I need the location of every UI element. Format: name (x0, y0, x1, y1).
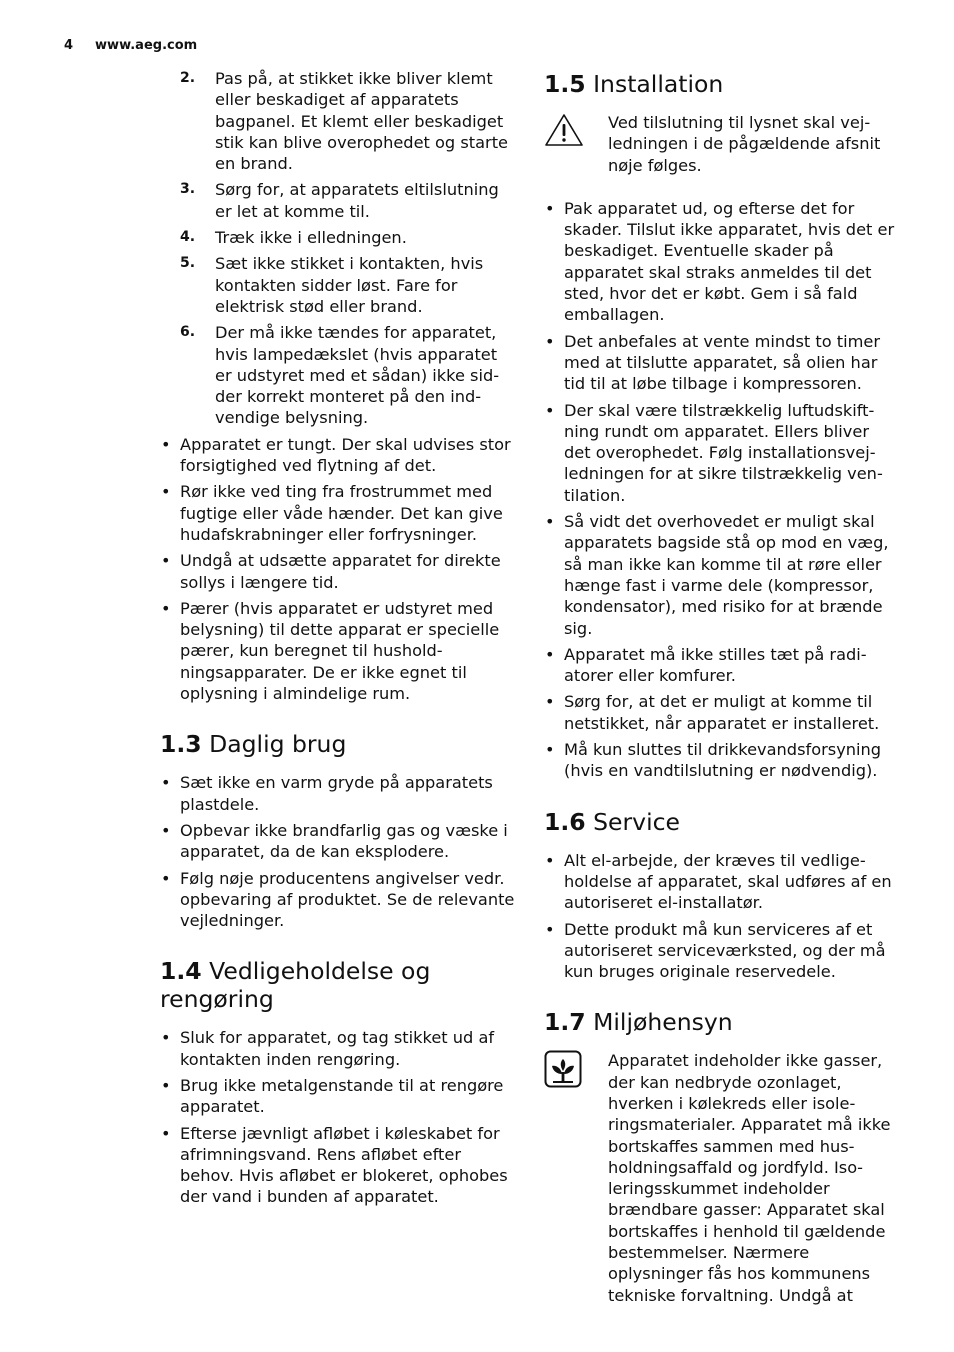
warning-triangle-icon (544, 112, 586, 176)
list-item (180, 68, 516, 174)
section-title: Vedligeholdelse og rengøring (160, 957, 431, 1014)
right-column (544, 68, 900, 1328)
section-number: 1.6 (544, 807, 586, 836)
list-item: • Brug ikke metalgenstande til at rengøre apparatet. (160, 1075, 516, 1118)
item-number: 2. (180, 70, 196, 86)
page-number: 4 (64, 38, 74, 53)
eco-notice (544, 1050, 900, 1306)
bullet-list (160, 772, 516, 931)
page-header (64, 38, 197, 53)
list-item: • Alt el-arbejde, der kræves til vedligeholdelse af apparatet, skal udføres af en autoriseret el-installatør. (544, 850, 900, 914)
item-text: Pas på, at stikket ikke bliver klemt eller beskadiget af apparatets bagpanel. Et klemt eller beskadiget stik kan blive overophedet og starte en brand. (215, 69, 509, 174)
list-item: • Sæt ikke en varm gryde på apparatets plastdele. (160, 772, 516, 815)
eco-text: Apparatet indeholder ikke gasser, der kan nedbryde ozonlaget, hverken i kølekreds eller isoleringsmaterialer. Apparatet må ikke bortskaffes sammen med husholdningsaffald og jordfyld. Isoleringsskummet indeholder brændbare gasser: Apparatet skal bortskaffes i henhold til gældende bestemmelser. Nærmere oplysninger fås hos kommunens tekniske forvaltning. Undgå at (608, 1051, 891, 1305)
list-item: • Pærer (hvis apparatet er udstyret med belysning) til dette apparat er specielle pærer, kun beregnet til husholdningsapparater. De er ikke egnet til oplysning i almindelige rum. (160, 598, 516, 704)
section-number: 1.4 (160, 957, 202, 986)
item-number: 6. (180, 324, 196, 341)
section-number: 1.3 (160, 730, 202, 759)
bullet-list (160, 1027, 516, 1207)
header-url[interactable]: www.aeg.com (95, 38, 198, 53)
list-item (180, 227, 516, 248)
list-item (180, 322, 516, 428)
list-item: • Dette produkt må kun serviceres af et autoriseret serviceværksted, og der må kun bruges originale reservedele. (544, 919, 900, 983)
list-item: • Apparatet er tungt. Der skal udvises stor forsigtighed ved flytning af det. (160, 434, 516, 477)
list-item: • Apparatet må ikke stilles tæt på radiatorer eller komfurer. (544, 644, 900, 687)
warning-notice (544, 112, 900, 176)
section-heading-1-3 (160, 730, 516, 758)
item-number: 5. (180, 255, 196, 272)
left-column (160, 68, 516, 1213)
bullet-list (544, 850, 900, 983)
list-item (180, 179, 516, 222)
list-item: • Opbevar ikke brandfarlig gas og væske i apparatet, da de kan eksplodere. (160, 820, 516, 863)
bullet-list (160, 434, 516, 705)
list-item: • Følg nøje producentens angivelser vedr. opbevaring af produktet. Se de relevante vejledninger. (160, 868, 516, 932)
list-item (180, 253, 516, 317)
eco-plant-icon (544, 1050, 586, 1306)
section-heading-1-7 (544, 1008, 900, 1036)
section-title: Daglig brug (209, 730, 347, 759)
list-item: • Sluk for apparatet, og tag stikket ud af kontakten inden rengøring. (160, 1027, 516, 1070)
item-number: 4. (180, 229, 196, 246)
list-item: • Rør ikke ved ting fra frostrummet med fugtige eller våde hænder. Det kan give hudafskrabninger eller forfrysninger. (160, 481, 516, 545)
list-item: • Undgå at udsætte apparatet for direkte sollys i længere tid. (160, 550, 516, 593)
list-item: • Sørg for, at det er muligt at komme til netstikket, når apparatet er installeret. (544, 691, 900, 734)
warning-text: Ved tilslutning til lysnet skal vejledningen i de pågældende afsnit nøje følges. (608, 113, 881, 175)
list-item: • Efterse jævnligt afløbet i køleskabet for afrimningsvand. Rens afløbet efter behov. Hvis afløbet er blokeret, ophobes der vand i bunden af apparatet. (160, 1123, 516, 1208)
numbered-list (160, 68, 516, 429)
section-number: 1.7 (544, 1008, 586, 1037)
section-number: 1.5 (544, 70, 586, 98)
item-text: Sørg for, at apparatets eltilslutning er let at komme til. (215, 180, 499, 221)
list-item: • Pak apparatet ud, og efterse det for skader. Tilslut ikke apparatet, hvis det er beskadiget. Eventuelle skader på apparatet skal straks anmeldes til det sted, hvor det er købt. Gem i så fald emballagen. (544, 198, 900, 326)
section-title: Service (593, 807, 680, 836)
list-item: • Må kun sluttes til drikkevandsforsyning (hvis en vandtilslutning er nødvendig). (544, 739, 900, 782)
section-heading-1-4 (160, 957, 516, 1013)
list-item: • Så vidt det overhovedet er muligt skal apparatets bagside stå op mod en væg, så man ikke kan komme til at røre eller hænge fast i varme dele (kompressor, kondensator), med risiko for at brænde sig. (544, 511, 900, 639)
item-text: Træk ikke i elledningen. (215, 228, 407, 248)
item-text: Der må ikke tændes for apparatet, hvis lampedækslet (hvis apparatet er udstyret med et sådan) ikke sidder korrekt monteret på den indvendige belysning. (215, 323, 500, 428)
bullet-list (544, 198, 900, 782)
list-item: • Det anbefales at vente mindst to timer med at tilslutte apparatet, så olien har tid til at løbe tilbage i kompressoren. (544, 331, 900, 395)
list-item: • Der skal være tilstrækkelig luftudskiftning rundt om apparatet. Ellers bliver det overophedet. Følg installationsvejledningen for at sikre tilstrækkelig ventilation. (544, 400, 900, 506)
section-heading-1-5 (544, 70, 900, 98)
section-title: Installation (593, 70, 724, 98)
section-title: Miljøhensyn (593, 1008, 733, 1037)
section-heading-1-6 (544, 808, 900, 836)
item-text: Sæt ikke stikket i kontakten, hvis kontakten sidder løst. Fare for elektrisk stød eller brand. (215, 254, 484, 316)
item-number: 3. (180, 181, 196, 198)
